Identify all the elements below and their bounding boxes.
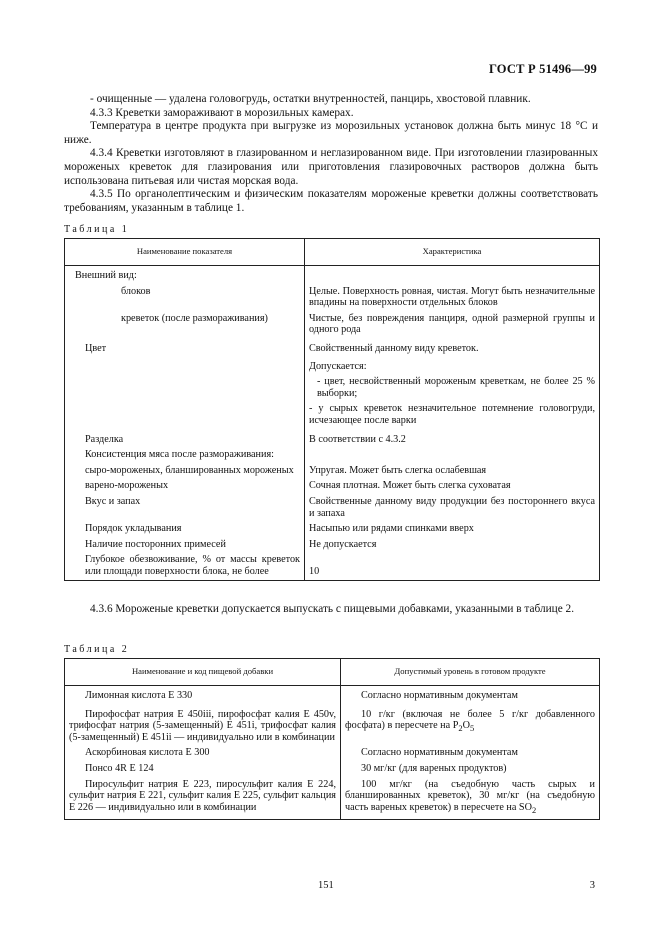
table2-cell-name: Аскорбиновая кислота Е 300 (65, 746, 341, 762)
table2-cell-value (341, 778, 600, 820)
table-row (65, 538, 600, 554)
table2-value-text (345, 779, 595, 817)
table2-caption: Таблица 2 (64, 644, 130, 655)
table2-cell-name (65, 705, 341, 747)
table1-cell-value: Чистые, без повреждения панциря, одной размерной группы и одного рода (305, 312, 600, 339)
table2-value-sub2: 5 (469, 723, 475, 734)
table1-cell-value: 10 (305, 553, 600, 581)
table-row (65, 495, 600, 522)
table1-cell-value: Целые. Поверхность ровная, чистая. Могут быть незначительные впадины на поверхности отдельных блоков (305, 285, 600, 312)
table-row (65, 285, 600, 312)
table1-cell-name: Глубокое обезвоживание, % от массы креветок или площади поверхности блока, не более (65, 553, 305, 581)
paragraph-435: 4.3.5 По органолептическим и физическим показателям мороженые креветки должны соответствовать требованиям, указанным в таблице 1. (64, 188, 598, 214)
table2-value-sub: 2 (531, 804, 537, 815)
table1-cell-value: Допускается: (305, 358, 600, 376)
table2-cell-value: Согласно нормативным документам (341, 746, 600, 762)
table1-cell-name: Наличие посторонних примесей (65, 538, 305, 554)
table-row (65, 479, 600, 495)
table1-cell-value: Насыпью или рядами спинками вверх (305, 522, 600, 538)
table2-value-mid: O (462, 720, 470, 732)
table1-cell-name (65, 358, 305, 376)
table-row (65, 358, 600, 376)
table1-cell-name: варено-мороженых (65, 479, 305, 495)
table-row (65, 448, 600, 464)
table-row (65, 266, 600, 285)
body-text (64, 93, 598, 215)
table1-cell-value: Сочная плотная. Может быть слегка суховатая (305, 479, 600, 495)
table1-cell-name: блоков (65, 285, 305, 312)
table2-cell-value: 30 мг/кг (для вареных продуктов) (341, 762, 600, 778)
table1-cell-value (305, 266, 600, 285)
table1-cell-value: Свойственный данному виду креветок. (305, 339, 600, 358)
table1-header-value: Характеристика (305, 239, 600, 266)
table1-cell-name: Внешний вид: (65, 266, 305, 285)
page-number-center: 151 (318, 880, 334, 891)
table1-cell-value (305, 448, 600, 464)
table2-cell-value (341, 705, 600, 747)
table-row (65, 430, 600, 449)
table-row (65, 746, 600, 762)
paragraph-peeled: - очищенные — удалена головогрудь, остатки внутренностей, панцирь, хвостовой плавник. (90, 93, 531, 105)
table2-cell-value: Согласно нормативным документам (341, 686, 600, 705)
table1-cell-value: Не допускается (305, 538, 600, 554)
table2-value-text (345, 709, 595, 735)
table1-cell-name (65, 375, 305, 402)
table1-cell-name: Вкус и запах (65, 495, 305, 522)
paragraph-436-block (64, 603, 598, 617)
page-number-right: 3 (589, 880, 595, 891)
table-row (65, 464, 600, 480)
table1-cell-value: Свойственные данному виду продукции без постороннего вкуса и запаха (305, 495, 600, 522)
paragraph-temperature: Температура в центре продукта при выгрузке из морозильных установок должна быть минус 18 °С и ниже. (64, 120, 598, 146)
table2-value-pre: 10 г/кг (включая не более 5 г/кг добавленного фосфата) в пересчете на P (345, 708, 595, 732)
table-row (65, 375, 600, 402)
table1-header-name: Наименование показателя (65, 239, 305, 266)
table-2 (64, 658, 600, 820)
table-1 (64, 238, 600, 581)
table1-cell-name: Порядок укладывания (65, 522, 305, 538)
table-row (65, 778, 600, 820)
table2-value-sub1: 2 (458, 723, 463, 734)
paragraph-436: 4.3.6 Мороженые креветки допускается выпускать с пищевыми добавками, указанными в таблице 2. (90, 603, 575, 615)
table1-cell-name: Консистенция мяса после размораживания: (65, 448, 305, 464)
table2-name-text: Пиросульфит натрия Е 223, пиросульфит калия Е 224, сульфит натрия Е 221, сульфит калия Е 225, сульфит кальция Е 226 — индивидуально или в комбинации (69, 778, 336, 813)
table2-cell-name (65, 778, 341, 820)
table-row (65, 522, 600, 538)
table1-caption: Таблица 1 (64, 224, 130, 235)
table2-header-value: Допустимый уровень в готовом продукте (341, 659, 600, 686)
table1-cell-value: - цвет, несвойственный мороженым креветкам, не более 25 % выборки; (305, 375, 600, 402)
table-row (65, 402, 600, 429)
table-row (65, 686, 600, 705)
table-row (65, 705, 600, 747)
paragraph-433: 4.3.3 Креветки замораживают в морозильных камерах. (90, 106, 354, 119)
table-row (65, 553, 600, 581)
table2-header-name: Наименование и код пищевой добавки (65, 659, 341, 686)
table-row (65, 339, 600, 358)
table2-name-text: Пирофосфат натрия Е 450iii, пирофосфат калия Е 450v, трифосфат натрия (5-замещенный) Е 451i, трифосфат калия (5-замещенный) Е 451ii — индивидуально или в комбинации (69, 708, 336, 743)
standard-code: ГОСТ Р 51496—99 (488, 62, 597, 76)
table-row (65, 312, 600, 339)
table1-cell-value: Упругая. Может быть слегка ослабевшая (305, 464, 600, 480)
table1-cell-value: - у сырых креветок незначительное потемнение головогруди, исчезающее после варки (305, 402, 600, 429)
table1-cell-name: Цвет (65, 339, 305, 358)
table2-cell-name: Лимонная кислота Е 330 (65, 686, 341, 705)
table1-cell-name: креветок (после размораживания) (65, 312, 305, 339)
table2-value-pre: 100 мг/кг (на съедобную часть сырых и бланшированных креветок), 30 мг/кг (на съедобную часть вареных креветок) в пересчете на SO (345, 778, 595, 813)
table1-cell-value: В соответствии с 4.3.2 (305, 430, 600, 449)
table1-cell-name: Разделка (65, 430, 305, 449)
table1-cell-name (65, 402, 305, 429)
table-row (65, 762, 600, 778)
table2-cell-name: Понсо 4R E 124 (65, 762, 341, 778)
table1-cell-name: сыро-мороженых, бланшированных мороженых (65, 464, 305, 480)
paragraph-434: 4.3.4 Креветки изготовляют в глазированном и неглазированном виде. При изготовлении глазированных мороженых креветок для глазирования или приготовления глазировочных растворов должна быть использована питьевая или чистая морская вода. (64, 147, 598, 187)
